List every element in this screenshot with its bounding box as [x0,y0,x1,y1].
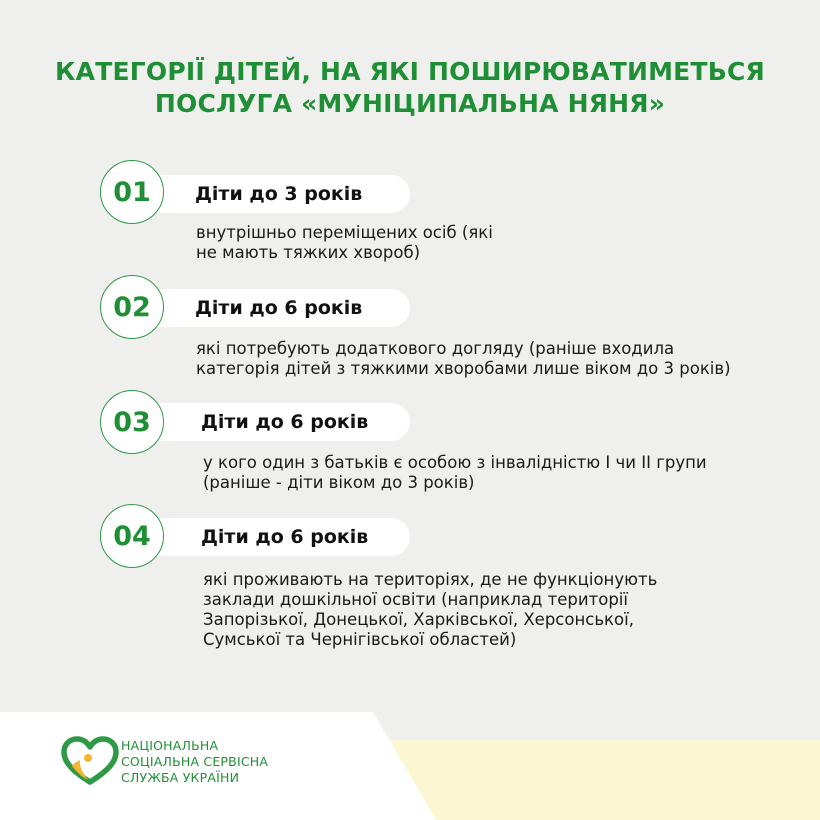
category-heading: Діти до 3 років [195,183,363,205]
description-line: які потребують додаткового догляду (раніше входила [196,339,675,358]
page-title-line2: ПОСЛУГА «МУНІЦИПАЛЬНА НЯНЯ» [154,89,666,118]
description-line: заклади дошкільної освіти (наприклад території [203,590,628,609]
organization-name-line2: СОЦІАЛЬНА СЕРВІСНА [121,754,269,769]
category-description [203,453,707,493]
category-number-badge: 04 [100,504,164,568]
organization-name [121,738,268,786]
page-title [0,56,820,120]
category-heading: Діти до 6 років [201,526,369,548]
category-number-badge: 02 [100,275,164,339]
category-description [196,339,731,379]
category-heading: Діти до 6 років [201,411,369,433]
description-line: у кого один з батьків є особою з інвалідністю І чи ІІ групи [203,453,707,472]
heart-logo-icon [60,736,120,786]
category-number-badge: 03 [100,390,164,454]
organization-name-line1: НАЦІОНАЛЬНА [121,738,219,753]
category-description [196,223,493,263]
organization-name-line3: СЛУЖБА УКРАЇНИ [121,770,240,785]
description-line: внутрішньо переміщених осіб (які [196,223,493,242]
description-line: (раніше - діти віком до 3 років) [203,473,475,492]
category-number-badge: 01 [100,160,164,224]
category-description [203,570,657,650]
description-line: які проживають на територіях, де не функціонують [203,570,658,589]
description-line: Запорізької, Донецької, Харківської, Херсонської, [203,610,634,629]
category-heading: Діти до 6 років [195,297,363,319]
description-line: не мають тяжких хвороб) [196,243,421,262]
page-title-line1: КАТЕГОРІЇ ДІТЕЙ, НА ЯКІ ПОШИРЮВАТИМЕТЬСЯ [55,57,765,86]
description-line: Сумської та Чернігівської областей) [203,630,517,649]
description-line: категорія дітей з тяжкими хворобами лише віком до 3 років) [196,359,731,378]
